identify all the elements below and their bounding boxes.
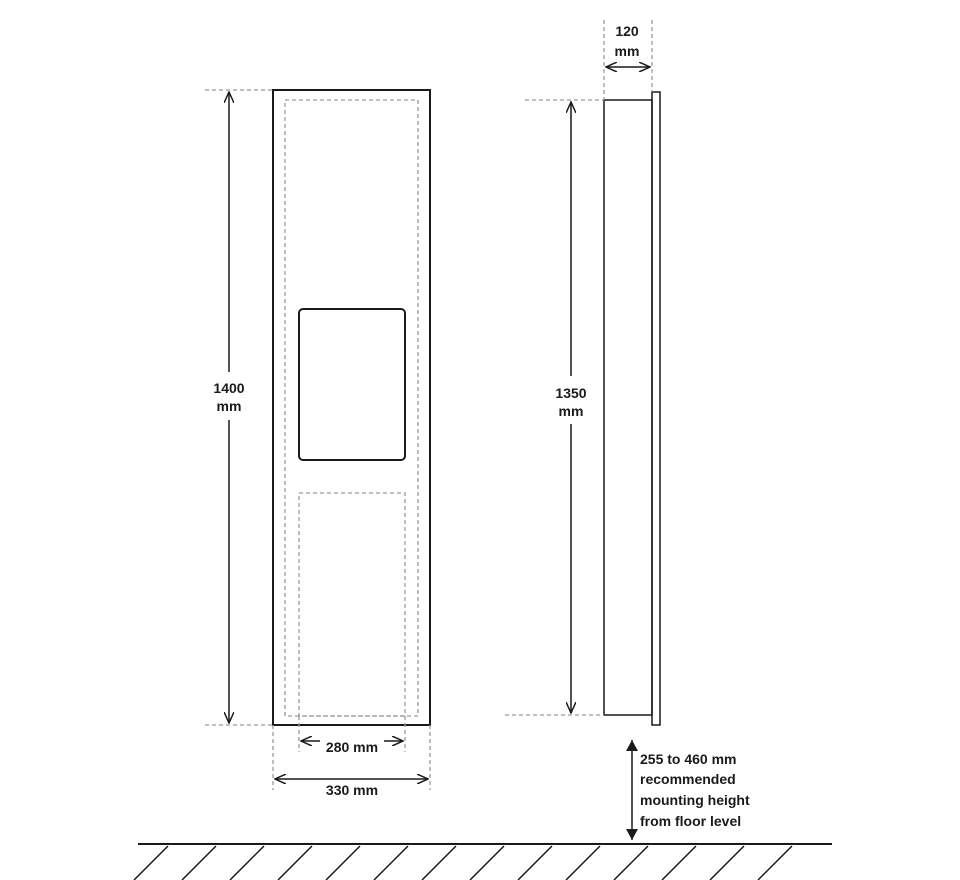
hatch-line [758, 846, 792, 880]
hatch-line [566, 846, 600, 880]
floor [134, 844, 832, 880]
hatch-line [518, 846, 552, 880]
height-1400-label: 1400 [213, 380, 245, 396]
hatch-line [326, 846, 360, 880]
mounting-note-line-3: mounting height [640, 792, 750, 808]
height-1350-label: 1350 [555, 385, 587, 401]
hatch-line [614, 846, 648, 880]
width-280-label: 280 mm [325, 739, 379, 755]
hatch-line [422, 846, 456, 880]
inner-door-dashed-outline [285, 100, 418, 716]
mounting-note-line-2: recommended [640, 771, 736, 787]
height-1400-unit: mm [216, 398, 242, 414]
cabinet-side-body [604, 100, 652, 715]
cabinet-front-outline [273, 90, 430, 725]
depth-120-label: 120 [615, 23, 639, 39]
hatch-line [182, 846, 216, 880]
mounting-note-line-1: 255 to 460 mm [640, 751, 737, 767]
height-1350-unit: mm [558, 403, 584, 419]
side-view [505, 20, 750, 840]
mounting-note-line-4: from floor level [640, 813, 742, 829]
dispenser-window [299, 309, 405, 460]
hatch-line [230, 846, 264, 880]
floor-hatching [134, 846, 792, 880]
hatch-line [662, 846, 696, 880]
waste-bin-dashed-outline [299, 493, 405, 716]
width-330-label: 330 mm [325, 782, 379, 798]
cabinet-side-flange [652, 92, 660, 725]
hatch-line [710, 846, 744, 880]
hatch-line [374, 846, 408, 880]
hatch-line [278, 846, 312, 880]
hatch-line [134, 846, 168, 880]
front-view [205, 90, 430, 798]
depth-120-unit: mm [614, 43, 640, 59]
hatch-line [470, 846, 504, 880]
